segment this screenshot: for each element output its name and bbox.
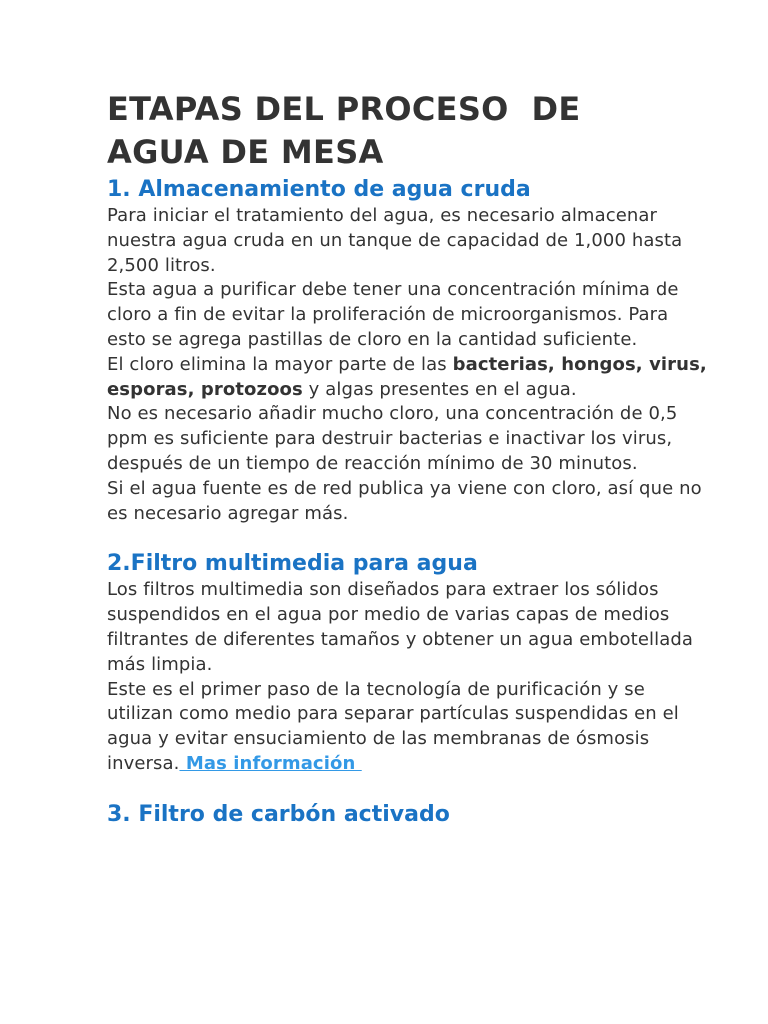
paragraph-cloro-before: El cloro elimina la mayor parte de las xyxy=(107,353,453,375)
document-page xyxy=(107,88,707,829)
title-line-2: AGUA DE MESA xyxy=(107,133,384,171)
paragraph-cantidad-cloro: No es necesario añadir mucho cloro, una concentración de 0,5 ppm es suficiente para destruir bacterias e inactivar los virus, después de un tiempo de reacción mínimo de 30 minutos. xyxy=(107,403,678,474)
paragraph-concentracion-cloro: Esta agua a purificar debe tener una concentración mínima de cloro a fin de evitar la proliferación de microorganismos. Para esto se agrega pastillas de cloro en la cantidad suficiente. xyxy=(107,279,679,350)
document-title xyxy=(107,88,707,174)
section-heading-carbon-activado: 3. Filtro de carbón activado xyxy=(107,801,450,827)
paragraph-filtros-multimedia: Los filtros multimedia son diseñados para extraer los sólidos suspendidos en el agua por medio de varias capas de medios filtrantes de diferentes tamaños y obtener un agua embotellada más limpia. xyxy=(107,579,693,675)
paragraph-almacenamiento-intro: Para iniciar el tratamiento del agua, es necesario almacenar nuestra agua cruda en un tanque de capacidad de 1,000 hasta 2,500 litros. xyxy=(107,205,683,276)
paragraph-cloro-bold: bacterias, hongos, virus, esporas, protozoos xyxy=(107,353,707,400)
section-heading-almacenamiento: 1. Almacenamiento de agua cruda xyxy=(107,177,531,202)
paragraph-cloro-elimina xyxy=(107,353,707,403)
paragraph-primer-paso-text: Este es el primer paso de la tecnología de purificación y se utilizan como medio para separar partículas suspendidas en el agua y evitar ensuciamiento de las membranas de ósmosis inversa. xyxy=(107,678,679,774)
section-spacer xyxy=(107,526,707,550)
paragraph-red-publica: Si el agua fuente es de red publica ya viene con cloro, así que no es necesario agregar más. xyxy=(107,477,702,524)
title-line-1: ETAPAS DEL PROCESO DE xyxy=(107,90,581,128)
mas-informacion-link[interactable]: Mas información xyxy=(179,752,362,774)
section-spacer xyxy=(107,777,707,801)
paragraph-primer-paso xyxy=(107,678,707,777)
paragraph-cloro-after: y algas presentes en el agua. xyxy=(302,378,577,400)
section-heading-filtro-multimedia: 2.Filtro multimedia para agua xyxy=(107,551,478,577)
